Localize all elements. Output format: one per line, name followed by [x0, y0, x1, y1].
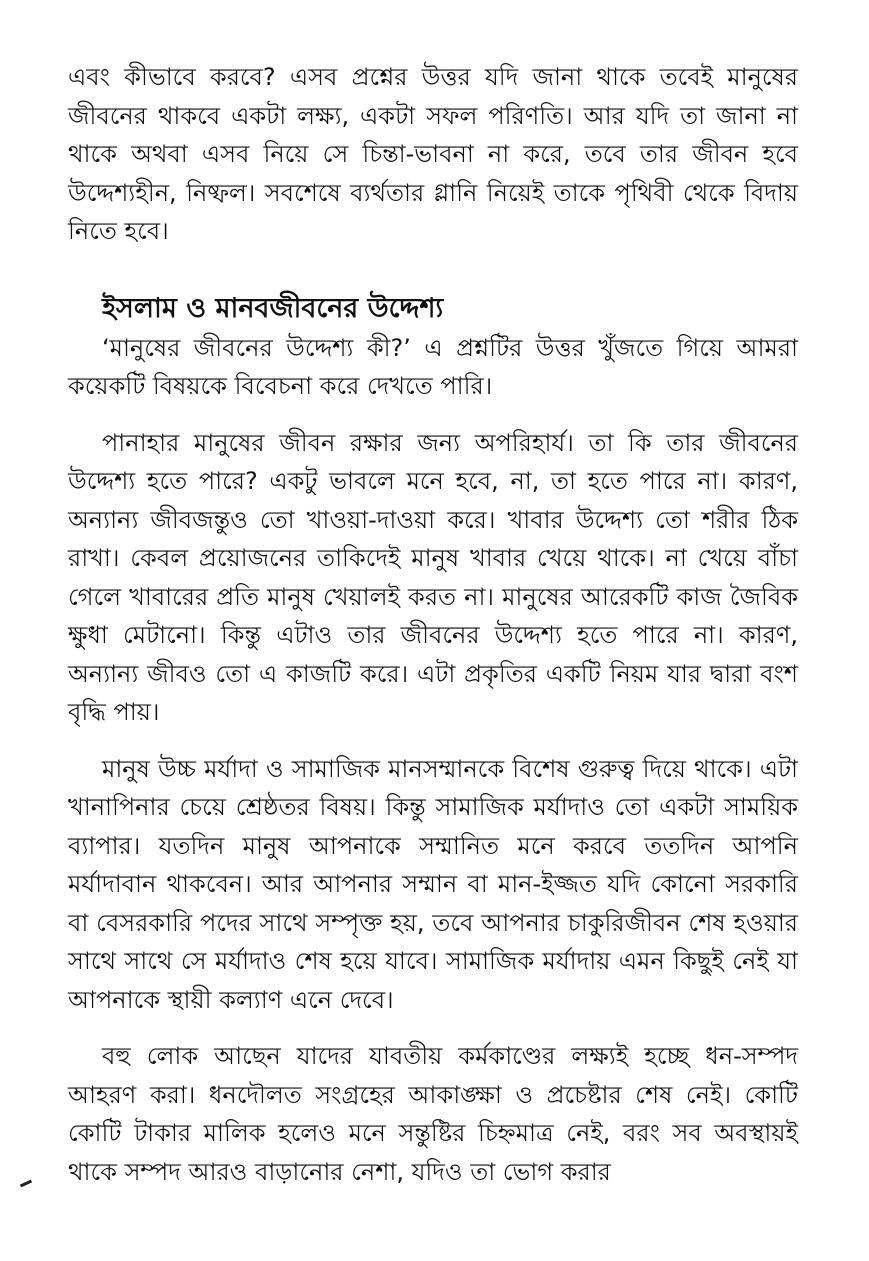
paragraph-2: ‘মানুষের জীবনের উদ্দেশ্য কী?’ এ প্রশ্নটির উত্তর খুঁজতে গিয়ে আমরা কয়েকটি বিষয়কে বিবেচনা করে দেখতে পারি। — [68, 333, 798, 400]
section-heading: ইসলাম ও মানবজীবনের উদ্দেশ্য — [102, 292, 444, 324]
paragraph-4: মানুষ উচ্চ মর্যাদা ও সামাজিক মানসম্মানকে বিশেষ গুরুত্ব দিয়ে থাকে। এটা খানাপিনার চেয়ে শ্রেষ্ঠতর বিষয়। কিন্তু সামাজিক মর্যাদাও তো একটা সাময়িক ব্যাপার। যতদিন মানুষ আপনাকে সম্মানিত মনে করবে ততদিন আপনি মর্যাদাবান থাকবেন। আর আপনার সম্মান বা মান-ইজ্জত যদি কোনো সরকারি বা বেসরকারি পদের সাথে সম্পৃক্ত হয়, তবে আপনার চাকুরিজীবন শেষ হওয়ার সাথে সাথে সে মর্যাদাও শেষ হয়ে যাবে। সামাজিক মর্যাদায় এমন কিছুই নেই যা আপনাকে স্থায়ী কল্যাণ এনে দেবে। — [68, 754, 798, 1014]
book-page — [68, 58, 798, 1191]
margin-pen-mark — [20, 1180, 32, 1188]
paragraph-5: বহু লোক আছেন যাদের যাবতীয় কর্মকাণ্ডের লক্ষ্যই হচ্ছে ধন-সম্পদ আহরণ করা। ধনদৌলত সংগ্রহের আকাঙ্ক্ষা ও প্রচেষ্টার শেষ নেই। কোটি কোটি টাকার মালিক হলেও মনে সন্তুষ্টির চিহ্নমাত্র নেই, বরং সব অবস্থায়ই থাকে সম্পদ আরও বাড়ানোর নেশা, যদিও তা ভোগ করার — [68, 1042, 798, 1186]
paragraph-1: এবং কীভাবে করবে? এসব প্রশ্নের উত্তর যদি জানা থাকে তবেই মানুষের জীবনের থাকবে একটা লক্ষ্য, একটা সফল পরিণতি। আর যদি তা জানা না থাকে অথবা এসব নিয়ে সে চিন্তা-ভাবনা না করে, তবে তার জীবন হবে উদ্দেশ্যহীন, নিষ্ফল। সবশেষে ব্যর্থতার গ্লানি নিয়েই তাকে পৃথিবী থেকে বিদায় নিতে হবে। — [68, 63, 798, 245]
paragraph-3: পানাহার মানুষের জীবন রক্ষার জন্য অপরিহার্য। তা কি তার জীবনের উদ্দেশ্য হতে পারে? একটু ভাবলে মনে হবে, না, তা হতে পারে না। কারণ, অন্যান্য জীবজন্তুও তো খাওয়া-দাওয়া করে। খাবার উদ্দেশ্য তো শরীর ঠিক রাখা। কেবল প্রয়োজনের তাকিদেই মানুষ খাবার খেয়ে থাকে। না খেয়ে বাঁচা গেলে খাবারের প্রতি মানুষ খেয়ালই করত না। মানুষের আরেকটি কাজ জৈবিক ক্ষুধা মেটানো। কিন্তু এটাও তার জীবনের উদ্দেশ্য হতে পারে না। কারণ, অন্যান্য জীবও তো এ কাজটি করে। এটা প্রকৃতির একটি নিয়ম যার দ্বারা বংশ বৃদ্ধি পায়। — [68, 428, 798, 726]
